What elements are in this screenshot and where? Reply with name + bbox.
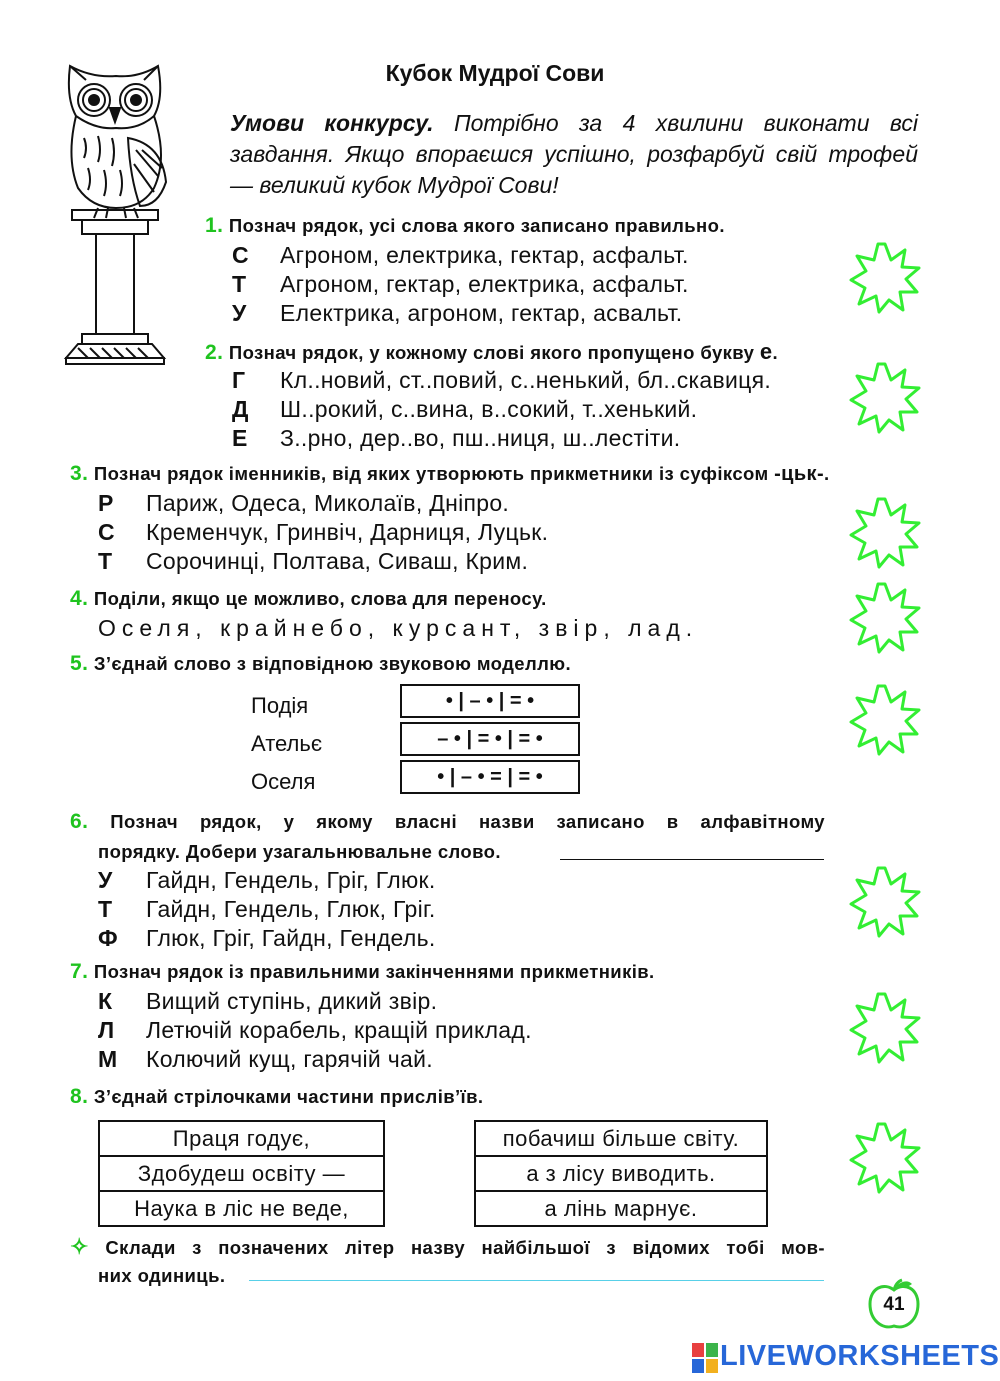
task-3-option-r[interactable]: Р Париж, Одеса, Миколаїв, Дніпро. (98, 490, 510, 516)
proverb-endings (474, 1120, 768, 1227)
task-1-prompt: 1. Познач рядок, усі слова якого записано правильно. (205, 214, 725, 237)
proverb-right-2[interactable]: а з лісу виводить. (475, 1156, 767, 1191)
task-6-option-u[interactable]: У Гайдн, Гендель, Гріг, Глюк. (98, 867, 436, 893)
task-6-answer-line[interactable] (560, 858, 824, 860)
final-answer-line[interactable] (249, 1280, 824, 1281)
task-2-option-d[interactable]: Д Ш..рокий, с..вина, в..сокий, т..хенький. (232, 396, 698, 422)
task-6-prompt: 6. Познач рядок, у якому власні назви записано в алфавітному (70, 810, 825, 833)
sound-model-2[interactable]: – • | = • | = • (400, 722, 580, 756)
final-task-prompt-line2: них одиниць. (98, 1265, 226, 1286)
intro-body: Потрібно за 4 хвилини виконати всі завдання. Якщо впораєшся успішно, розфарбуй свій трофей — великий кубок Мудрої Сови! (230, 110, 919, 198)
proverb-right-1[interactable]: побачиш більше світу. (475, 1121, 767, 1156)
task-1-option-u[interactable]: У Електрика, агроном, гектар, асвальт. (232, 300, 683, 326)
star-icon[interactable] (849, 866, 921, 938)
task-7-option-m[interactable]: М Колючий кущ, гарячій чай. (98, 1046, 433, 1072)
task-3-option-t[interactable]: Т Сорочинці, Полтава, Сиваш, Крим. (98, 548, 529, 574)
task-2-option-g[interactable]: Г Кл..новий, ст..повий, с..ненький, бл..скавиця. (232, 367, 772, 393)
task-1-option-c[interactable]: С Агроном, електрика, гектар, асфальт. (232, 242, 689, 268)
proverb-right-3[interactable]: а лінь марнує. (475, 1191, 767, 1226)
owl-trophy-illustration (58, 58, 173, 368)
star-icon[interactable] (849, 992, 921, 1064)
task-1-option-t[interactable]: Т Агроном, гектар, електрика, асфальт. (232, 271, 689, 297)
star-icon[interactable] (849, 582, 921, 654)
star-icon[interactable] (849, 1122, 921, 1194)
sound-model-3[interactable]: • | – • = | = • (400, 760, 580, 794)
task-6-option-f[interactable]: Ф Глюк, Гріг, Гайдн, Гендель. (98, 925, 436, 951)
brand-name[interactable]: LIVEWORKSHEETS (720, 1340, 1000, 1372)
task-3-prompt: 3. Познач рядок іменників, від яких утворюють прикметники із суфіксом -цьк-. (70, 462, 830, 485)
proverb-beginnings (98, 1120, 385, 1227)
proverb-left-3[interactable]: Наука в ліс не веде, (99, 1191, 384, 1226)
task-6-option-t[interactable]: Т Гайдн, Гендель, Глюк, Гріг. (98, 896, 436, 922)
task-6-prompt-line2: порядку. Добери узагальнювальне слово. (98, 841, 501, 862)
page-number: 41 (883, 1294, 905, 1315)
intro-bold: Умови конкурсу. (230, 110, 434, 136)
task-2-prompt: 2. Познач рядок, у кожному слові якого пропущено букву е. (205, 339, 779, 364)
task-4-prompt: 4. Поділи, якщо це можливо, слова для переносу. (70, 587, 547, 610)
sparkle-icon: ✧ (70, 1234, 89, 1259)
task-3-option-s[interactable]: С Кременчук, Гринвіч, Дарниця, Луцьк. (98, 519, 549, 545)
star-icon[interactable] (849, 242, 921, 314)
proverb-left-2[interactable]: Здобудеш освіту — (99, 1156, 384, 1191)
star-icon[interactable] (849, 497, 921, 569)
final-task-prompt: ✧ Склади з позначених літер назву найбільшої з відомих тобі мов- (70, 1234, 825, 1259)
star-icon[interactable] (849, 362, 921, 434)
task-4-words: Оселя, крайнебо, курсант, звір, лад. (98, 615, 699, 641)
liveworksheets-logo-icon (692, 1343, 718, 1373)
task-2-option-e[interactable]: Е З..рно, дер..во, пш..ниця, ш..лестіти. (232, 425, 681, 451)
intro-text (230, 108, 918, 201)
task-7-option-k[interactable]: К Вищий ступінь, дикий звір. (98, 988, 438, 1014)
star-icon[interactable] (849, 684, 921, 756)
word-atelie: Ательє (251, 731, 323, 756)
page-title: Кубок Мудрої Сови (385, 60, 605, 86)
task-8-prompt: 8. З’єднай стрілочками частини прислів’їв. (70, 1085, 484, 1108)
task-7-prompt: 7. Познач рядок із правильними закінченнями прикметників. (70, 960, 655, 983)
task-5-prompt: 5. З’єднай слово з відповідною звуковою моделлю. (70, 652, 571, 675)
word-oselia: Оселя (251, 769, 316, 794)
task-7-option-l[interactable]: Л Летючій корабель, кращій приклад. (98, 1017, 532, 1043)
word-podiia: Подія (251, 693, 309, 718)
proverb-left-1[interactable]: Праця годує, (99, 1121, 384, 1156)
sound-model-1[interactable]: • | – • | = • (400, 684, 580, 718)
